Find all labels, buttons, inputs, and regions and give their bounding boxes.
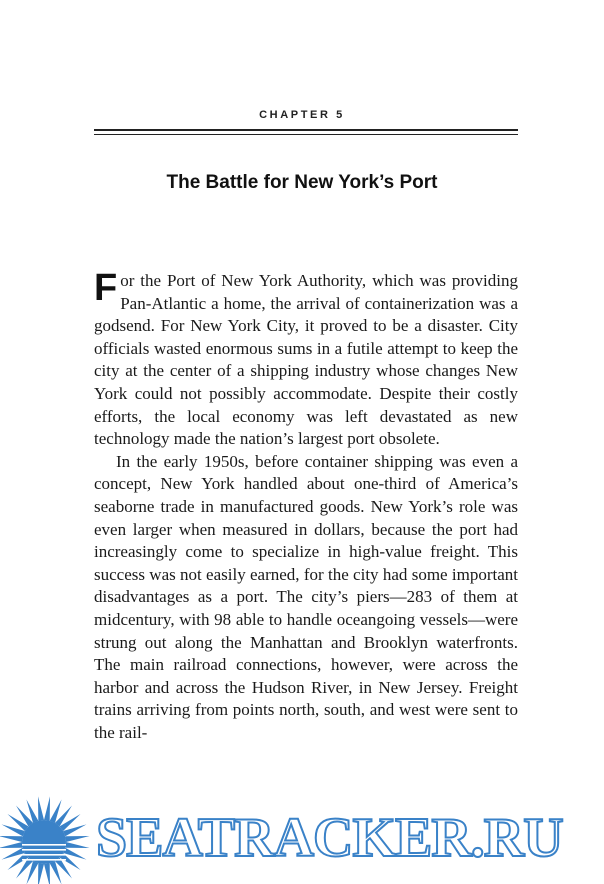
sunburst-stripe: [22, 854, 66, 856]
paragraph-2: In the early 1950s, before container shipping was even a concept, New York handled about one-third of America’s seaborne trade in manufactured goods. New York’s role was even larger when measured in dollars, because the port had increasingly come to specialize in high-value freight. This success was not easily earned, for the city had some important disadvantages as a port. The city’s piers—283 of them at midcentury, with 98 able to handle oceangoing vessels—were strung out along the Manhattan and Brooklyn waterfronts. The main railroad connections, however, were across the harbor and across the Hudson River, in New Jersey. Freight trains arriving from points north, south, and west were sent to the rail-: [94, 451, 518, 742]
sunburst-stripe: [22, 849, 66, 851]
chapter-rule-thick: [94, 129, 518, 131]
sunburst-stripe: [22, 859, 66, 861]
watermark-text: SEATRACKER.RU: [96, 807, 563, 869]
paragraph-1-text: or the Port of New York Authority, which was providing Pan-Atlantic a home, the arrival of containerization was a godsend. For New York City, it proved to be a disaster. City officials wasted enormous sums in a futile attempt to keep the city at the center of a shipping industry whose changes New York could not possibly accommodate. Despite their costly efforts, the local economy was left devastated as new technology made the nation’s largest port obsolete.: [94, 271, 518, 449]
paragraph-1: [94, 267, 518, 451]
chapter-rule-thin: [94, 134, 518, 135]
chapter-title: The Battle for New York’s Port: [166, 172, 438, 193]
chapter-label: CHAPTER 5: [259, 109, 345, 121]
body-text: [94, 267, 518, 744]
sunburst-stripe: [22, 844, 66, 846]
drop-cap: F: [94, 267, 118, 309]
sunburst-core: [22, 820, 66, 864]
